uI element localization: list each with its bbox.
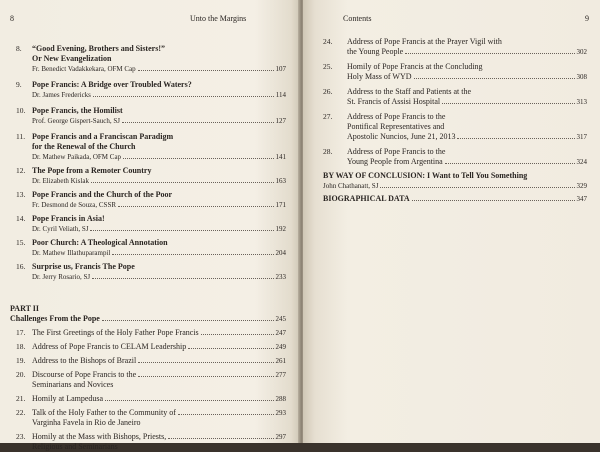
- toc-leader-line: [347, 97, 587, 107]
- conclusion-entry: [323, 171, 587, 191]
- toc-leader-line: [32, 408, 286, 418]
- toc-leader-line: [32, 370, 286, 380]
- toc-line-text: St. Francis of Assisi Hospital: [347, 97, 441, 106]
- conclusion-author: John Chathanatt, SJ: [323, 182, 379, 190]
- entry-author-line: [32, 248, 286, 258]
- dot-leader: [105, 399, 273, 401]
- toc-page-number: 313: [576, 98, 587, 106]
- toc-line-text: Apostolic Nuncios, June 21, 2013: [347, 132, 456, 141]
- toc-line-text: Address to the Bishops of Brazil: [32, 356, 137, 365]
- entry-number: 21.: [16, 394, 26, 403]
- entry-title-line: Pope Francis: A Bridge over Troubled Waters?: [32, 80, 192, 89]
- toc-entry: [323, 62, 587, 82]
- toc-leader-line: [32, 356, 286, 366]
- toc-left: [10, 44, 286, 452]
- toc-page-number: 204: [275, 249, 286, 257]
- entry-body: [32, 106, 286, 126]
- part-subtitle: Challenges From the Pope: [10, 314, 100, 323]
- entry-number: 18.: [16, 342, 26, 351]
- dot-leader: [123, 157, 273, 159]
- entry-title-line: The Pope from a Remoter Country: [32, 166, 152, 175]
- dot-leader: [412, 199, 575, 201]
- entry-author: Dr. Cyril Veliath, SJ: [32, 225, 89, 233]
- entry-number: 11.: [16, 132, 26, 141]
- dot-leader: [442, 102, 574, 104]
- entry-number: 13.: [16, 190, 26, 199]
- toc-page-number: 261: [275, 357, 286, 365]
- toc-line-text: Homily at Lampedusa: [32, 394, 104, 403]
- entry-body: [32, 132, 286, 162]
- entry-body: [32, 356, 286, 366]
- entry-body: [32, 166, 286, 186]
- entry-body: [32, 342, 286, 352]
- entry-number: 20.: [16, 370, 26, 379]
- toc-page-number: 141: [275, 153, 286, 161]
- toc-page-number: 329: [576, 182, 587, 190]
- entry-title-line: Pontifical Representatives and: [347, 122, 445, 131]
- dot-leader: [138, 69, 274, 71]
- entry-title-line: Seminarians and Novices: [32, 380, 114, 389]
- entry-title-line: Pope Francis in Asia!: [32, 214, 105, 223]
- entry-author: Dr. Mathew Illathuparampil: [32, 249, 111, 257]
- entry-body: [32, 394, 286, 404]
- toc-page-number: 163: [275, 177, 286, 185]
- toc-entry: [10, 238, 286, 258]
- toc-entry: [10, 44, 286, 74]
- dot-leader: [91, 181, 274, 183]
- toc-page-number: 302: [576, 48, 587, 56]
- entry-number: 15.: [16, 238, 26, 247]
- entry-number: 12.: [16, 166, 26, 175]
- toc-leader-line: [32, 432, 286, 442]
- entry-title-line: Poor Church: A Theological Annotation: [32, 238, 168, 247]
- entry-number: 19.: [16, 356, 26, 365]
- toc-line-text: Talk of the Holy Father to the Community of: [32, 408, 176, 417]
- right-page: [303, 0, 600, 443]
- entry-body: [347, 37, 587, 57]
- toc-entry: [10, 328, 286, 338]
- entry-title-line: Pope Francis, the Homilist: [32, 106, 123, 115]
- toc-entry: [10, 394, 286, 404]
- toc-entry: [323, 112, 587, 142]
- biographical-data-title: BIOGRAPHICAL DATA: [323, 194, 410, 203]
- entry-number: 17.: [16, 328, 26, 337]
- conclusion-author-line: [323, 181, 587, 191]
- entry-body: [347, 62, 587, 82]
- toc-page-number: 249: [275, 343, 286, 351]
- toc-leader-line: [347, 132, 587, 142]
- toc-line-text: The First Greetings of the Holy Father Pope Francis: [32, 328, 199, 337]
- toc-page-number: 245: [275, 315, 286, 323]
- entry-body: [32, 238, 286, 258]
- dot-leader: [112, 253, 273, 255]
- entry-body: [32, 80, 286, 100]
- toc-entry: [10, 106, 286, 126]
- entry-author: Dr. Mathew Paikada, OFM Cap: [32, 153, 122, 161]
- entry-number: 25.: [323, 62, 333, 71]
- entry-body: [32, 44, 286, 74]
- toc-entry: [323, 37, 587, 57]
- entry-author-line: [32, 272, 286, 282]
- entry-number: 14.: [16, 214, 26, 223]
- entry-body: [32, 408, 286, 428]
- entry-title-line: Homily of Pope Francis at the Concluding: [347, 62, 483, 71]
- entry-number: 26.: [323, 87, 333, 96]
- entry-author-line: [32, 200, 286, 210]
- toc-entry: [10, 190, 286, 210]
- toc-right: [323, 37, 587, 204]
- entry-author: Dr. Jerry Rosario, SJ: [32, 273, 91, 281]
- page-number-right: 9: [585, 14, 589, 23]
- entry-title-line: Religious and Seminarians: [32, 442, 118, 451]
- toc-page-number: 308: [576, 73, 587, 81]
- dot-leader: [138, 375, 273, 377]
- toc-page-number: 233: [275, 273, 286, 281]
- conclusion-title: BY WAY OF CONCLUSION: I Want to Tell You Something: [323, 171, 528, 180]
- toc-leader-line: [347, 72, 587, 82]
- toc-page-number: 293: [275, 409, 286, 417]
- entry-number: 22.: [16, 408, 26, 417]
- entry-body: [347, 87, 587, 107]
- toc-page-number: 347: [576, 195, 587, 203]
- entry-number: 9.: [16, 80, 22, 89]
- part-label: PART II: [10, 304, 39, 313]
- toc-entry: [10, 262, 286, 282]
- entry-author-line: [32, 176, 286, 186]
- entry-title-line: Varginha Favela in Rio de Janeiro: [32, 418, 141, 427]
- entry-body: [347, 147, 587, 167]
- left-page: [0, 0, 300, 451]
- running-head-left: Unto the Margins: [190, 14, 247, 23]
- dot-leader: [405, 52, 574, 54]
- dot-leader: [92, 277, 273, 279]
- toc-line-text: the Young People: [347, 47, 404, 56]
- biographical-data-line: [323, 194, 587, 204]
- dot-leader: [414, 77, 575, 79]
- entry-number: 8.: [16, 44, 22, 53]
- toc-page-number: 288: [275, 395, 286, 403]
- entry-title-line: Address to the Staff and Patients at the: [347, 87, 472, 96]
- toc-entry: [10, 132, 286, 162]
- entry-title-line: Pope Francis and the Church of the Poor: [32, 190, 173, 199]
- dot-leader: [178, 413, 274, 415]
- toc-page-number: 107: [275, 65, 286, 73]
- dot-leader: [118, 205, 273, 207]
- dot-leader: [201, 333, 274, 335]
- entry-author-line: [32, 224, 286, 234]
- entry-author-line: [32, 116, 286, 126]
- entry-title-line: Pope Francis and a Franciscan Paradigm: [32, 132, 174, 141]
- dot-leader: [445, 162, 575, 164]
- entry-body: [32, 432, 286, 452]
- toc-line-text: Young People from Argentina: [347, 157, 443, 166]
- entry-number: 16.: [16, 262, 26, 271]
- entry-number: 24.: [323, 37, 333, 46]
- entry-body: [32, 262, 286, 282]
- entry-title-line: Address of Pope Francis to the: [347, 147, 446, 156]
- toc-page-number: 297: [275, 433, 286, 441]
- part-heading: [10, 304, 286, 324]
- dot-leader: [122, 121, 274, 123]
- toc-line-text: Homily at the Mass with Bishops, Priests,: [32, 432, 167, 441]
- toc-leader-line: [32, 342, 286, 352]
- dot-leader: [102, 319, 274, 321]
- dot-leader: [188, 347, 273, 349]
- toc-leader-line: [32, 328, 286, 338]
- entry-title-line: “Good Evening, Brothers and Sisters!”: [32, 44, 165, 53]
- entry-author: Dr. Elizabeth Kislak: [32, 177, 89, 185]
- page-number-left: 8: [10, 14, 14, 23]
- entry-number: 27.: [323, 112, 333, 121]
- toc-leader-line: [347, 47, 587, 57]
- toc-page-number: 114: [275, 91, 286, 99]
- toc-entry: [10, 342, 286, 352]
- toc-page-number: 127: [275, 117, 286, 125]
- entry-title-line: Address of Pope Francis to the: [347, 112, 446, 121]
- toc-entry: [10, 214, 286, 234]
- entry-number: 23.: [16, 432, 26, 441]
- toc-entry: [323, 87, 587, 107]
- toc-page-number: 277: [275, 371, 286, 379]
- toc-leader-line: [347, 157, 587, 167]
- toc-entry: [10, 356, 286, 366]
- dot-leader: [380, 186, 574, 188]
- entry-author: Fr. Desmond de Souza, CSSR: [32, 201, 117, 209]
- entry-body: [32, 370, 286, 390]
- entry-body: [32, 328, 286, 338]
- entry-body: [32, 214, 286, 234]
- toc-page-number: 192: [275, 225, 286, 233]
- toc-entry: [10, 80, 286, 100]
- entry-author: Fr. Benedict Vadakkekara, OFM Cap: [32, 65, 136, 73]
- toc-page-number: 171: [275, 201, 286, 209]
- toc-line-text: Holy Mass of WYD: [347, 72, 412, 81]
- entry-title-line: for the Renewal of the Church: [32, 142, 136, 151]
- entry-author-line: [32, 64, 286, 74]
- running-head-right: Contents: [343, 14, 372, 23]
- toc-leader-line: [32, 394, 286, 404]
- dot-leader: [168, 437, 273, 439]
- dot-leader: [90, 229, 273, 231]
- toc-page-number: 324: [576, 158, 587, 166]
- part-subtitle-line: [10, 314, 286, 324]
- entry-number: 10.: [16, 106, 26, 115]
- dot-leader: [457, 137, 574, 139]
- toc-entry: [10, 166, 286, 186]
- toc-entry: [10, 408, 286, 428]
- entry-title-line: Address of Pope Francis at the Prayer Vigil with: [347, 37, 502, 46]
- dot-leader: [138, 361, 273, 363]
- dot-leader: [93, 95, 274, 97]
- entry-title-line: Surprise us, Francis The Pope: [32, 262, 135, 271]
- entry-body: [32, 190, 286, 210]
- toc-page-number: 247: [275, 329, 286, 337]
- toc-entry: [323, 147, 587, 167]
- entry-author: Dr. James Fredericks: [32, 91, 91, 99]
- toc-entry: [10, 432, 286, 452]
- entry-number: 28.: [323, 147, 333, 156]
- toc-page-number: 317: [576, 133, 587, 141]
- entry-title-line: Or New Evangelization: [32, 54, 112, 63]
- toc-entry: [10, 370, 286, 390]
- toc-line-text: Address of Pope Francis to CELAM Leadership: [32, 342, 187, 351]
- entry-author: Prof. George Gispert-Sauch, SJ: [32, 117, 120, 125]
- toc-line-text: Discourse of Pope Francis to the: [32, 370, 137, 379]
- entry-author-line: [32, 152, 286, 162]
- entry-body: [347, 112, 587, 142]
- entry-author-line: [32, 90, 286, 100]
